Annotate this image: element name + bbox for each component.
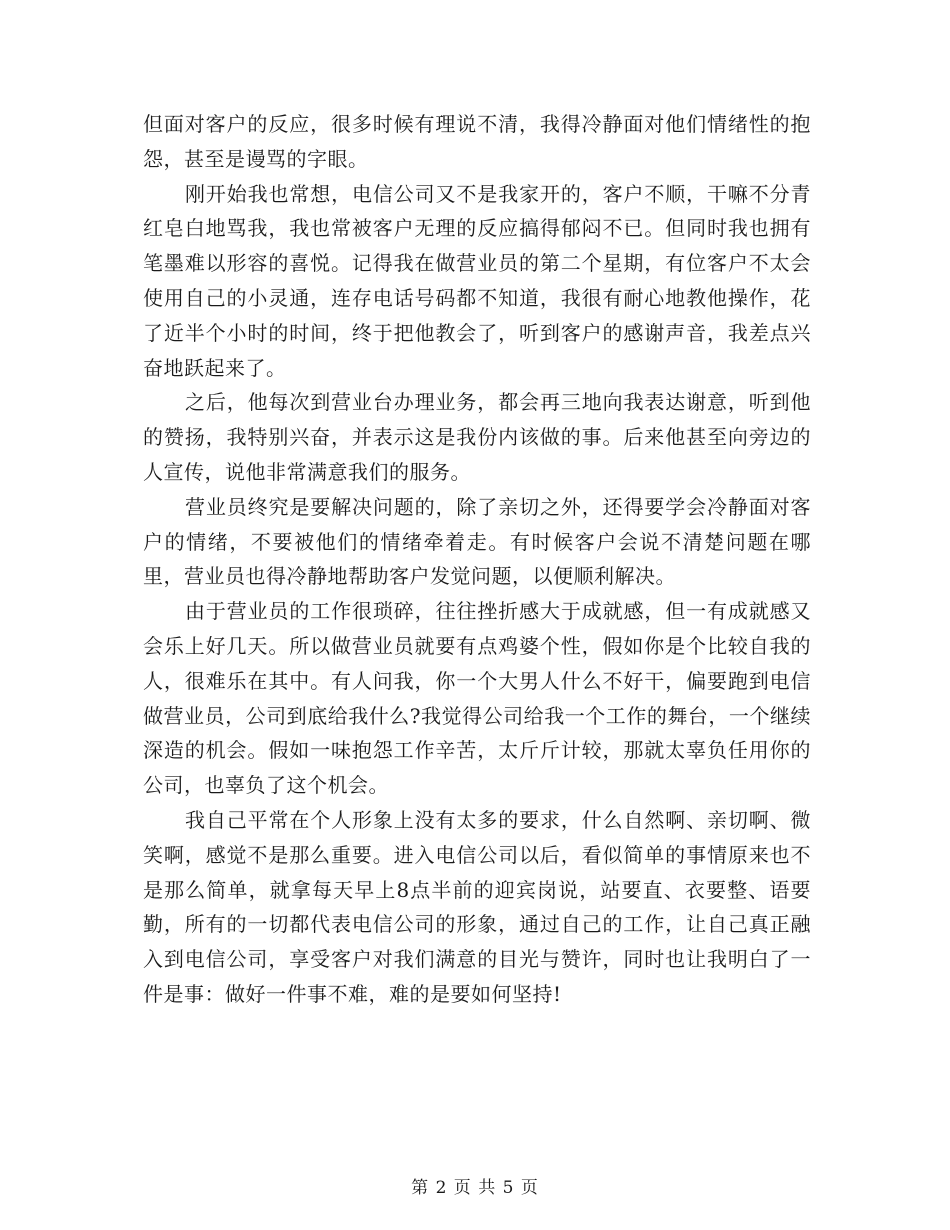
page-number-footer: 第 2 页 共 5 页	[411, 1178, 539, 1198]
paragraph: 之后，他每次到营业台办理业务，都会再三地向我表达谢意，听到他的赞扬，我特别兴奋，并表示这是我份内该做的事。后来他甚至向旁边的人宣传，说他非常满意我们的服务。	[143, 390, 811, 484]
document-body	[143, 107, 811, 1012]
paragraph: 由于营业员的工作很琐碎，往往挫折感大于成就感，但一有成就感又会乐上好几天。所以做营业员就要有点鸡婆个性，假如你是个比较自我的人，很难乐在其中。有人问我，你一个大男人什么不好干，偏要跑到电信做营业员，公司到底给我什么?我觉得公司给我一个工作的舞台，一个继续深造的机会。假如一味抱怨工作辛苦，太斤斤计较，那就太辜负任用你的公司，也辜负了这个机会。	[143, 599, 811, 798]
paragraph: 我自己平常在个人形象上没有太多的要求，什么自然啊、亲切啊、微笑啊，感觉不是那么重要。进入电信公司以后，看似简单的事情原来也不是那么简单，就拿每天早上8点半前的迎宾岗说，站要直、衣要整、语要勤，所有的一切都代表电信公司的形象，通过自己的工作，让自己真正融入到电信公司，享受客户对我们满意的目光与赞许，同时也让我明白了一件是事：做好一件事不难，难的是要如何坚持!	[143, 807, 811, 1006]
paragraph: 营业员终究是要解决问题的，除了亲切之外，还得要学会冷静面对客户的情绪，不要被他们的情绪牵着走。有时候客户会说不清楚问题在哪里，营业员也得冷静地帮助客户发觉问题，以便顺利解决。	[143, 494, 811, 589]
paragraph: 刚开始我也常想，电信公司又不是我家开的，客户不顺，干嘛不分青红皂白地骂我，我也常被客户无理的反应搞得郁闷不已。但同时我也拥有笔墨难以形容的喜悦。记得我在做营业员的第二个星期，有位客户不太会使用自己的小灵通，连存电话号码都不知道，我很有耐心地教他操作，花了近半个小时的时间，终于把他教会了，听到客户的感谢声音，我差点兴奋地跃起来了。	[143, 181, 811, 380]
paragraph-continuation: 但面对客户的反应，很多时候有理说不清，我得冷静面对他们情绪性的抱怨，甚至是谩骂的字眼。	[143, 112, 811, 171]
